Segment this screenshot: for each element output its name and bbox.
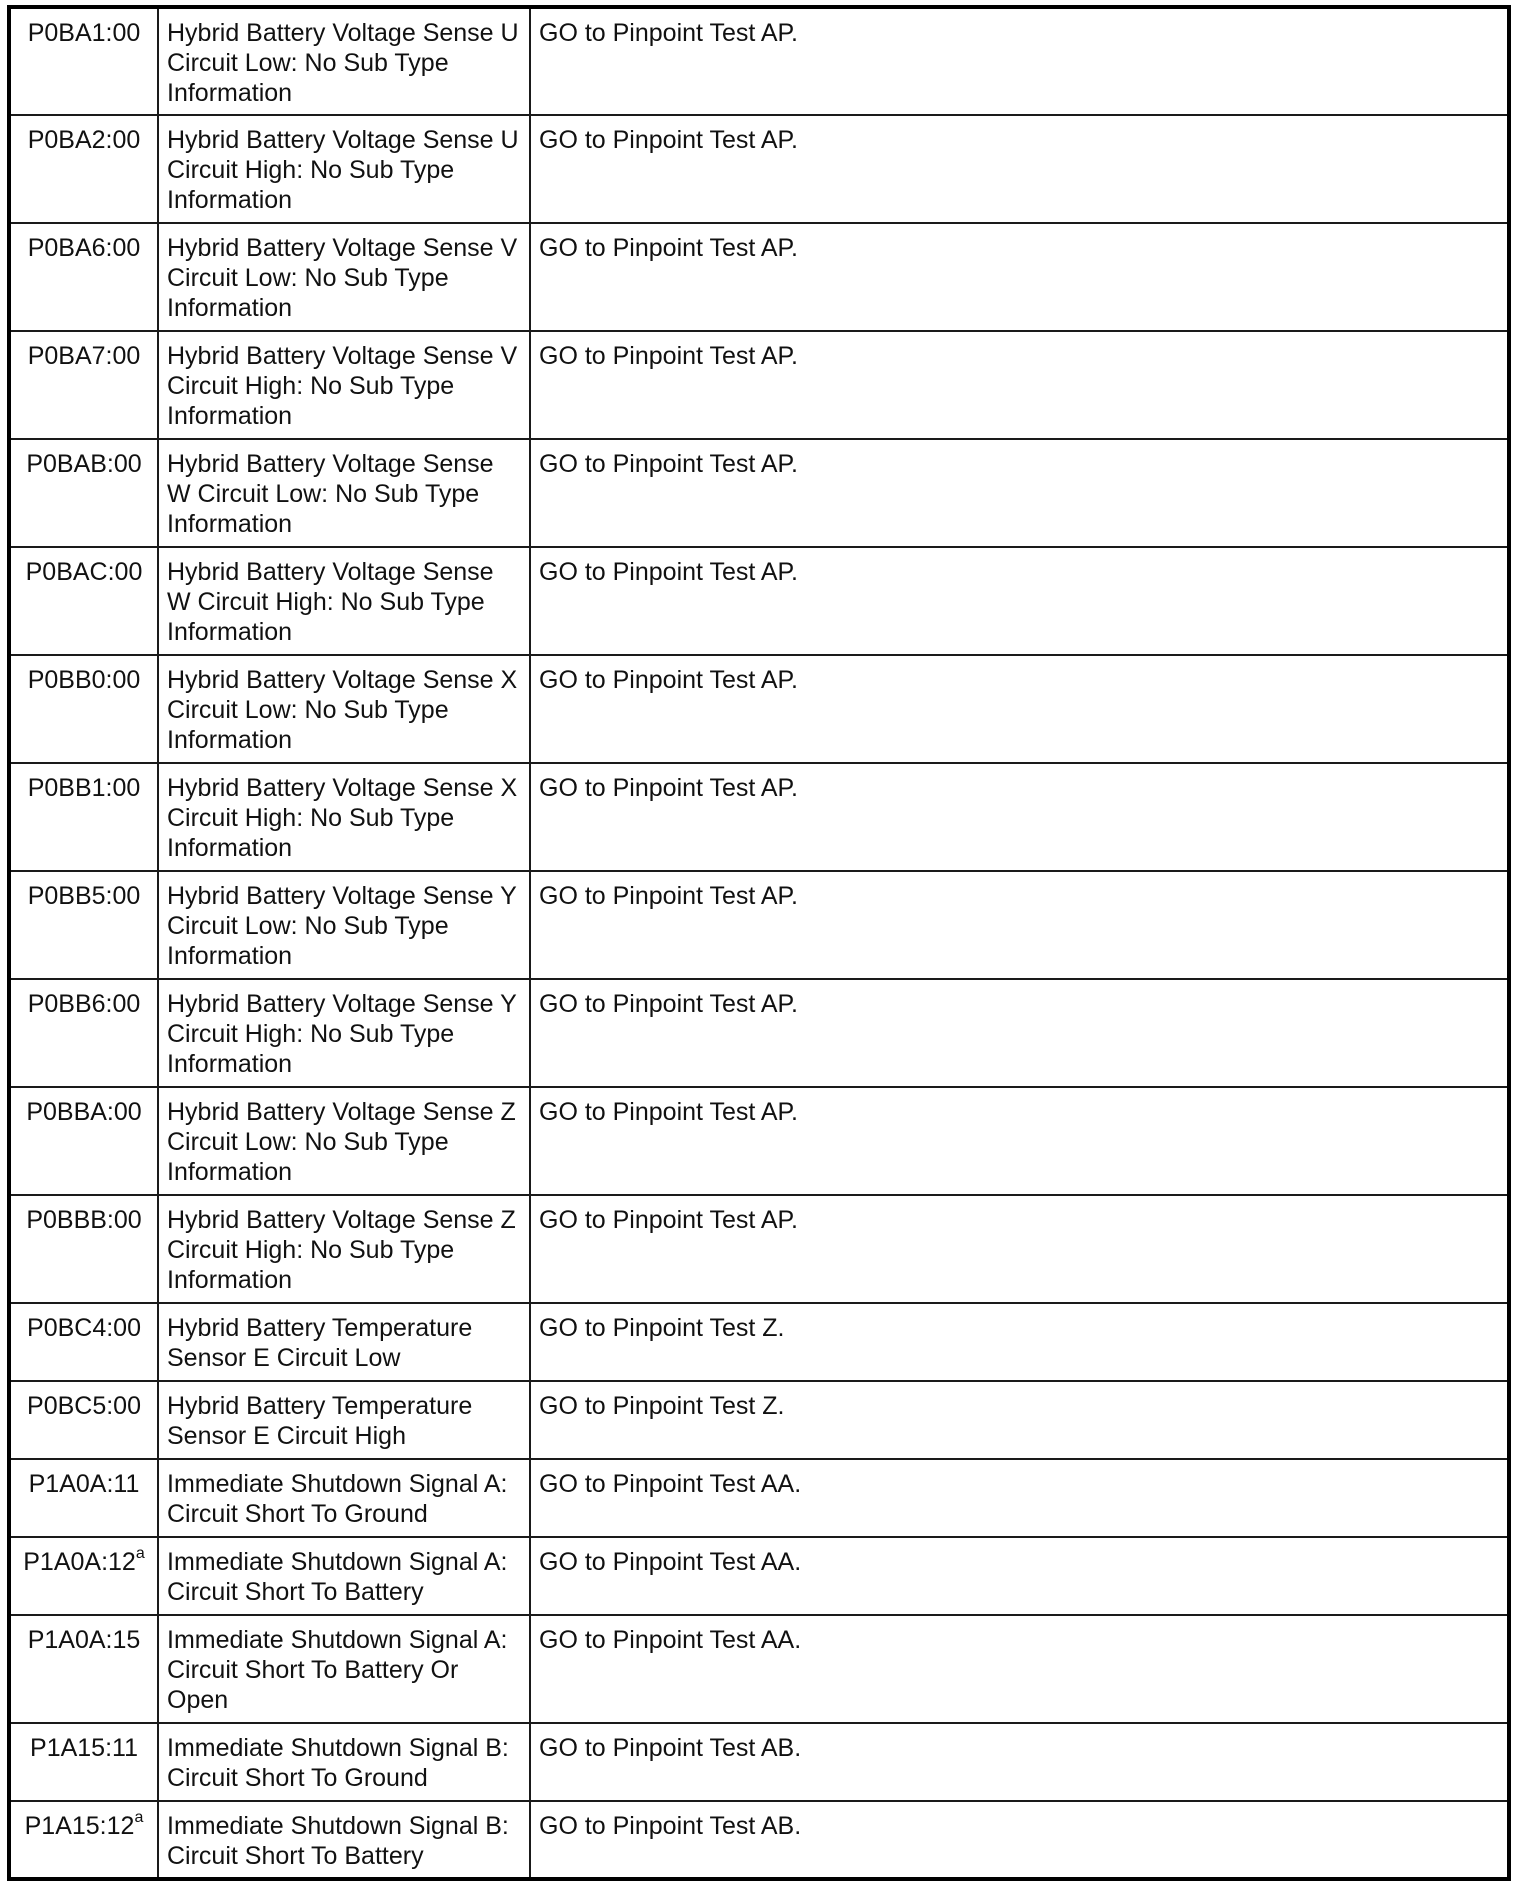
dtc-description: Hybrid Battery Voltage Sense W Circuit Low: No Sub Type Information bbox=[158, 439, 530, 547]
table-row bbox=[9, 223, 1509, 331]
dtc-code: P0BB1:00 bbox=[27, 774, 141, 802]
dtc-code-cell bbox=[9, 979, 158, 1087]
table-row bbox=[9, 979, 1509, 1087]
dtc-action: GO to Pinpoint Test AP. bbox=[530, 655, 1509, 763]
dtc-description: Hybrid Battery Voltage Sense U Circuit High: No Sub Type Information bbox=[158, 115, 530, 223]
dtc-action: GO to Pinpoint Test AB. bbox=[530, 1801, 1509, 1879]
dtc-code: P0BB0:00 bbox=[27, 666, 141, 694]
table-row bbox=[9, 7, 1509, 115]
dtc-action: GO to Pinpoint Test AP. bbox=[530, 1087, 1509, 1195]
dtc-code-cell bbox=[9, 1303, 158, 1381]
table-row bbox=[9, 1537, 1509, 1615]
table-row bbox=[9, 439, 1509, 547]
dtc-description: Immediate Shutdown Signal B: Circuit Short To Ground bbox=[158, 1723, 530, 1801]
dtc-action: GO to Pinpoint Test AP. bbox=[530, 115, 1509, 223]
dtc-action: GO to Pinpoint Test AA. bbox=[530, 1615, 1509, 1723]
dtc-code-cell bbox=[9, 1801, 158, 1879]
table-row bbox=[9, 871, 1509, 979]
dtc-action: GO to Pinpoint Test AP. bbox=[530, 871, 1509, 979]
dtc-code-cell bbox=[9, 7, 158, 115]
table-row bbox=[9, 1615, 1509, 1723]
dtc-code-cell bbox=[9, 1723, 158, 1801]
dtc-description: Hybrid Battery Voltage Sense Z Circuit High: No Sub Type Information bbox=[158, 1195, 530, 1303]
dtc-code: P0BBB:00 bbox=[26, 1206, 142, 1234]
dtc-code-cell bbox=[9, 1087, 158, 1195]
table-row bbox=[9, 1195, 1509, 1303]
dtc-code-cell bbox=[9, 115, 158, 223]
table-row bbox=[9, 1303, 1509, 1381]
dtc-action: GO to Pinpoint Test AA. bbox=[530, 1537, 1509, 1615]
table-row bbox=[9, 763, 1509, 871]
dtc-action: GO to Pinpoint Test AP. bbox=[530, 7, 1509, 115]
dtc-description: Immediate Shutdown Signal B: Circuit Short To Battery bbox=[158, 1801, 530, 1879]
table-row bbox=[9, 655, 1509, 763]
dtc-code: P1A15:11 bbox=[30, 1734, 138, 1762]
table-row bbox=[9, 1381, 1509, 1459]
dtc-action: GO to Pinpoint Test AA. bbox=[530, 1459, 1509, 1537]
dtc-code: P0BBA:00 bbox=[26, 1098, 142, 1126]
dtc-action: GO to Pinpoint Test AP. bbox=[530, 547, 1509, 655]
table-row bbox=[9, 1801, 1509, 1879]
table-row bbox=[9, 1723, 1509, 1801]
table-row bbox=[9, 547, 1509, 655]
dtc-description: Hybrid Battery Temperature Sensor E Circuit Low bbox=[158, 1303, 530, 1381]
dtc-code: P0BC4:00 bbox=[27, 1314, 141, 1342]
dtc-description: Immediate Shutdown Signal A: Circuit Short To Battery bbox=[158, 1537, 530, 1615]
dtc-code-cell bbox=[9, 439, 158, 547]
dtc-code: P0BC5:00 bbox=[27, 1392, 141, 1420]
dtc-code: P0BA6:00 bbox=[27, 234, 141, 262]
table-row bbox=[9, 1087, 1509, 1195]
dtc-action: GO to Pinpoint Test AP. bbox=[530, 331, 1509, 439]
dtc-code: P0BA1:00 bbox=[27, 19, 141, 47]
dtc-code-cell bbox=[9, 1615, 158, 1723]
dtc-description: Hybrid Battery Voltage Sense V Circuit Low: No Sub Type Information bbox=[158, 223, 530, 331]
footnote-marker: a bbox=[135, 1544, 145, 1562]
dtc-description: Hybrid Battery Voltage Sense V Circuit High: No Sub Type Information bbox=[158, 331, 530, 439]
dtc-action: GO to Pinpoint Test AB. bbox=[530, 1723, 1509, 1801]
dtc-code-cell bbox=[9, 655, 158, 763]
dtc-code-cell bbox=[9, 223, 158, 331]
table-row bbox=[9, 331, 1509, 439]
dtc-description: Hybrid Battery Temperature Sensor E Circuit High bbox=[158, 1381, 530, 1459]
dtc-description: Immediate Shutdown Signal A: Circuit Short To Battery Or Open bbox=[158, 1615, 530, 1723]
dtc-description: Hybrid Battery Voltage Sense W Circuit High: No Sub Type Information bbox=[158, 547, 530, 655]
dtc-action: GO to Pinpoint Test AP. bbox=[530, 223, 1509, 331]
dtc-code: P1A0A:15 bbox=[27, 1626, 141, 1654]
dtc-code: P0BA2:00 bbox=[27, 126, 141, 154]
dtc-action: GO to Pinpoint Test Z. bbox=[530, 1381, 1509, 1459]
footnote-marker: a bbox=[134, 1808, 144, 1826]
dtc-code: P0BAB:00 bbox=[26, 450, 142, 478]
dtc-table bbox=[7, 5, 1511, 1881]
dtc-code: P0BB6:00 bbox=[27, 990, 141, 1018]
table-row bbox=[9, 1459, 1509, 1537]
dtc-code: P0BB5:00 bbox=[27, 882, 141, 910]
dtc-code: P0BAC:00 bbox=[25, 558, 143, 586]
dtc-description: Immediate Shutdown Signal A: Circuit Short To Ground bbox=[158, 1459, 530, 1537]
dtc-action: GO to Pinpoint Test AP. bbox=[530, 1195, 1509, 1303]
dtc-description: Hybrid Battery Voltage Sense Y Circuit High: No Sub Type Information bbox=[158, 979, 530, 1087]
dtc-code: P1A15:12 bbox=[24, 1812, 135, 1840]
dtc-description: Hybrid Battery Voltage Sense U Circuit Low: No Sub Type Information bbox=[158, 7, 530, 115]
dtc-code-cell bbox=[9, 763, 158, 871]
dtc-code-cell bbox=[9, 1537, 158, 1615]
dtc-action: GO to Pinpoint Test Z. bbox=[530, 1303, 1509, 1381]
dtc-action: GO to Pinpoint Test AP. bbox=[530, 439, 1509, 547]
dtc-code-cell bbox=[9, 1459, 158, 1537]
dtc-code: P1A0A:11 bbox=[28, 1470, 140, 1498]
dtc-action: GO to Pinpoint Test AP. bbox=[530, 979, 1509, 1087]
table-row bbox=[9, 115, 1509, 223]
dtc-code: P1A0A:12 bbox=[23, 1548, 136, 1576]
dtc-description: Hybrid Battery Voltage Sense Y Circuit Low: No Sub Type Information bbox=[158, 871, 530, 979]
dtc-code-cell bbox=[9, 331, 158, 439]
dtc-description: Hybrid Battery Voltage Sense X Circuit High: No Sub Type Information bbox=[158, 763, 530, 871]
dtc-action: GO to Pinpoint Test AP. bbox=[530, 763, 1509, 871]
dtc-code-cell bbox=[9, 547, 158, 655]
dtc-code: P0BA7:00 bbox=[27, 342, 141, 370]
dtc-description: Hybrid Battery Voltage Sense X Circuit Low: No Sub Type Information bbox=[158, 655, 530, 763]
dtc-code-cell bbox=[9, 1195, 158, 1303]
dtc-description: Hybrid Battery Voltage Sense Z Circuit Low: No Sub Type Information bbox=[158, 1087, 530, 1195]
dtc-code-cell bbox=[9, 1381, 158, 1459]
dtc-code-cell bbox=[9, 871, 158, 979]
